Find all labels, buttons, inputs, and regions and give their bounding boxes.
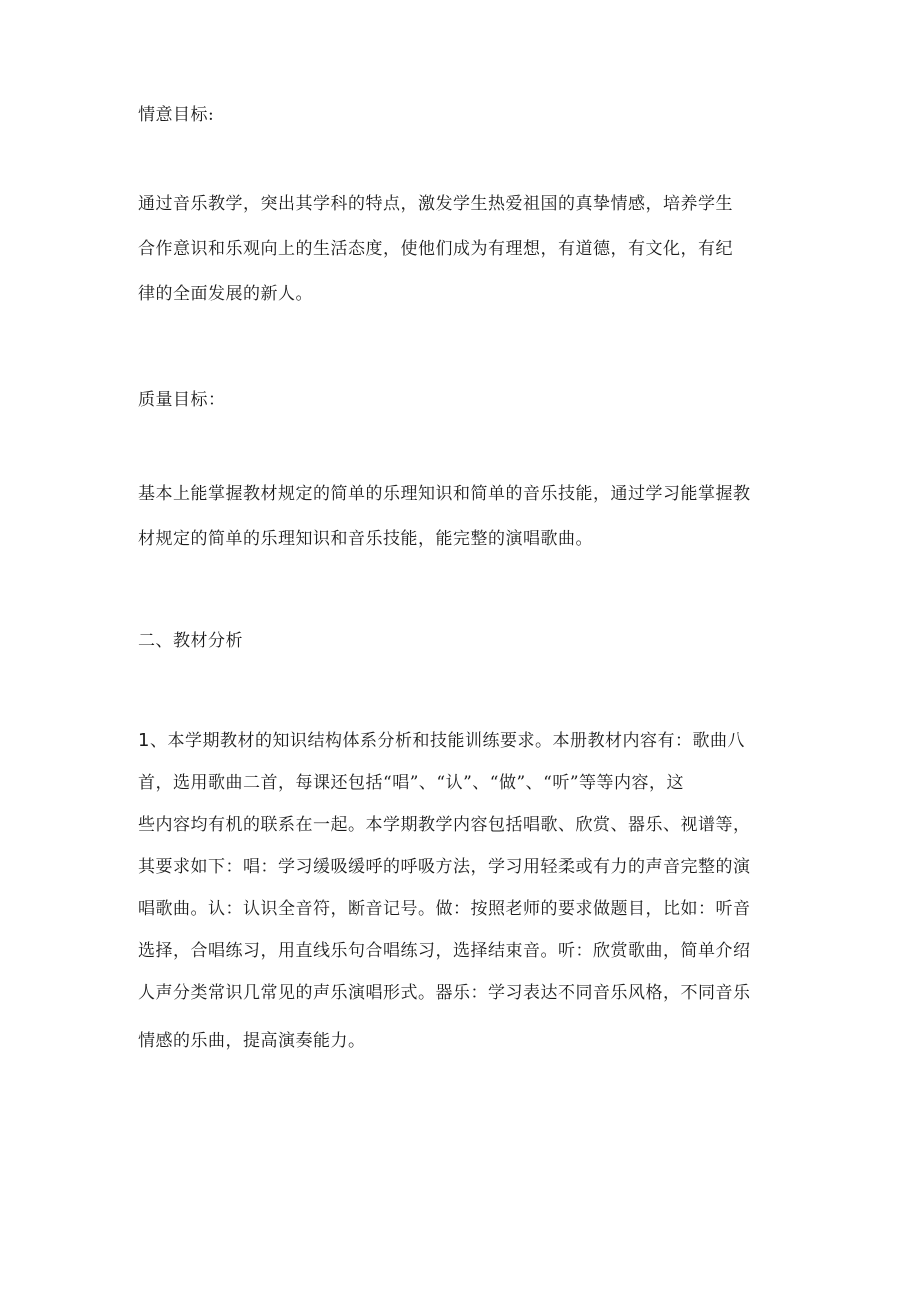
- paragraph-line: 其要求如下：唱：学习缓吸缓呼的呼吸方法，学习用轻柔或有力的声音完整的演: [138, 857, 751, 877]
- paragraph-line: 通过音乐教学，突出其学科的特点，激发学生热爱祖国的真挚情感，培养学生: [138, 194, 733, 214]
- quality-goal-heading: 质量目标：: [138, 390, 226, 410]
- paragraph-line: 选择，合唱练习，用直线乐句合唱练习，选择结束音。听：欣赏歌曲，简单介绍: [138, 941, 751, 961]
- emotion-goal-paragraph: [138, 182, 798, 317]
- item-number: 1: [138, 730, 150, 751]
- paragraph-line: 些内容均有机的联系在一起。本学期教学内容包括唱歌、欣赏、器乐、视谱等，: [138, 815, 751, 835]
- paragraph-line: 基本上能掌握教材规定的简单的乐理知识和简单的音乐技能，通过学习能掌握教: [138, 484, 751, 504]
- paragraph-line: 律的全面发展的新人。: [138, 284, 313, 304]
- paragraph-line: [138, 720, 798, 762]
- paragraph-line: 唱歌曲。认：认识全音符，断音记号。做：按照老师的要求做题目，比如：听音: [138, 899, 751, 919]
- textbook-analysis-heading: 二、教材分析: [138, 631, 243, 651]
- emotion-goal-heading: 情意目标:: [138, 105, 215, 125]
- paragraph-line: 合作意识和乐观向上的生活态度，使他们成为有理想，有道德，有文化，有纪: [138, 239, 733, 259]
- paragraph-line: 情感的乐曲，提高演奏能力。: [138, 1031, 366, 1051]
- paragraph-line: 人声分类常识几常见的声乐演唱形式。器乐：学习表达不同音乐风格，不同音乐: [138, 983, 751, 1003]
- item-1-paragraph: [138, 720, 798, 1062]
- item-1-first-line-text: 、本学期教材的知识结构体系分析和技能训练要求。本册教材内容有：歌曲八: [149, 731, 745, 751]
- quality-goal-paragraph: [138, 472, 798, 562]
- paragraph-line: 材规定的简单的乐理知识和音乐技能，能完整的演唱歌曲。: [138, 529, 593, 549]
- paragraph-line: 首，选用歌曲二首，每课还包括“唱”、“认”、“做”、“听”等等内容，这: [138, 773, 685, 793]
